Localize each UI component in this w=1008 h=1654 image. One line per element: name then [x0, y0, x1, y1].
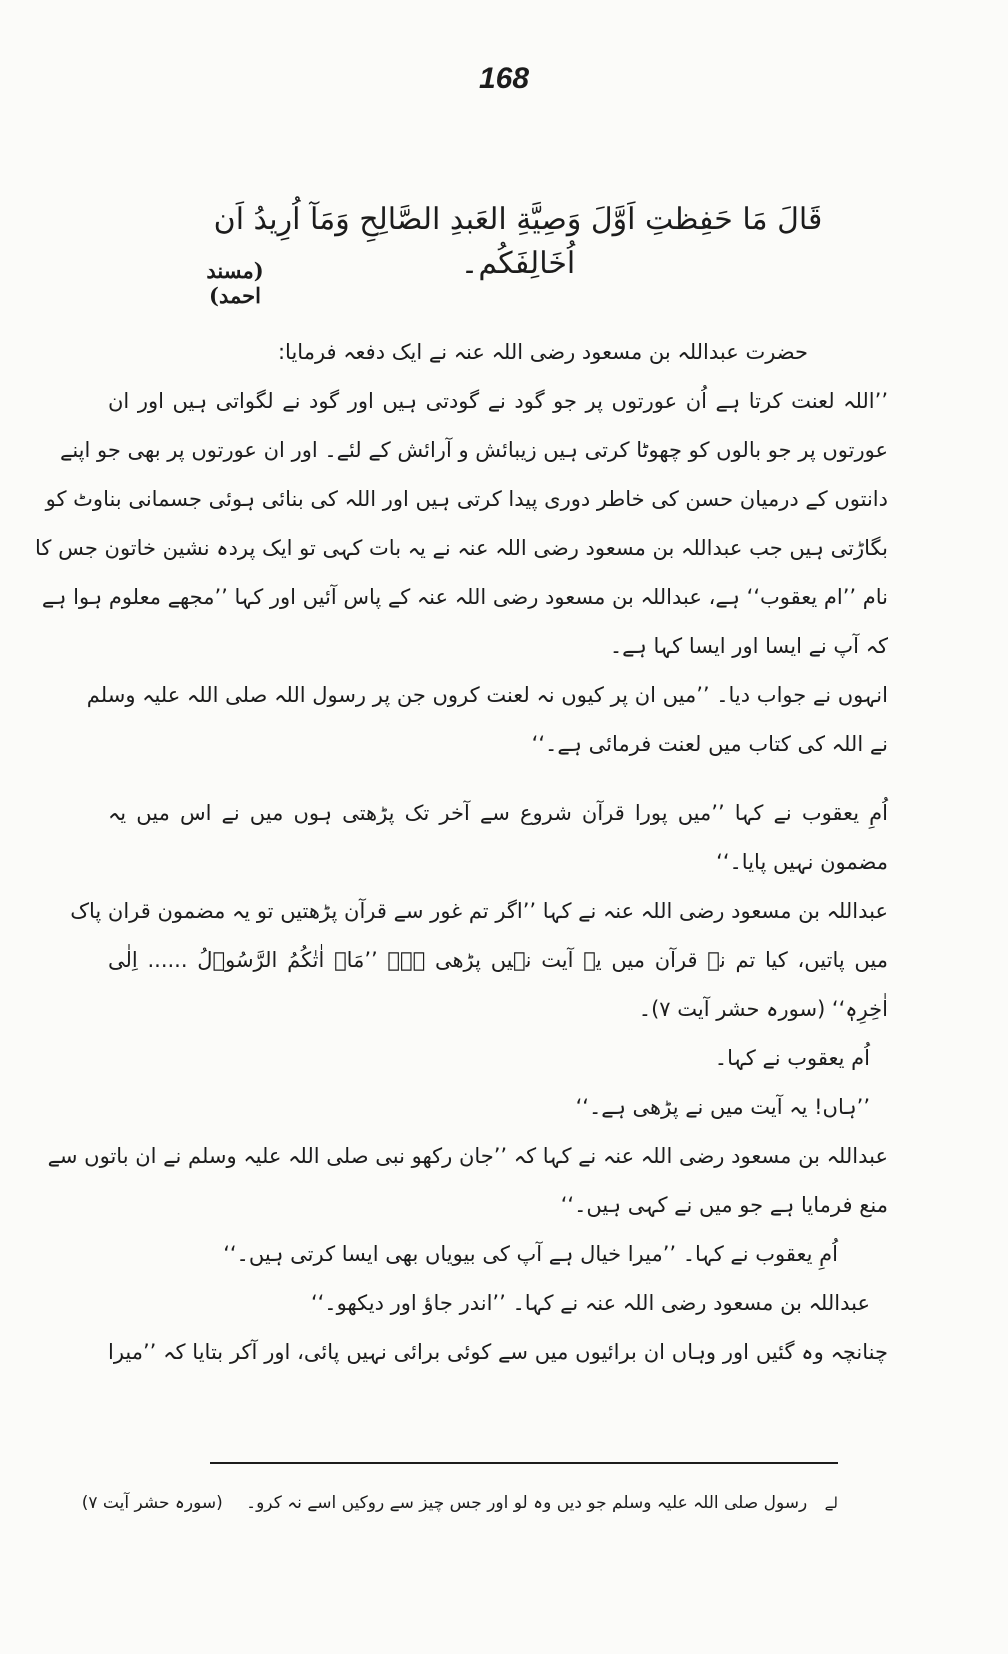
verse-source: (مسند احمد)	[206, 258, 264, 308]
body-line: بگاڑتی ہیں جب عبداللہ بن مسعود رضی اللہ عنہ نے یہ بات کہی تو ایک پردہ نشین خاتون جس کا	[35, 536, 888, 560]
body-line: میں پاتیں، کیا تم نے قرآن میں یہ آیت نہیں پڑھی ہے۔ ’’مَاۤ اٰتٰکُمُ الرَّسُوۡلُ ...... اِلٰی	[108, 948, 888, 972]
body-line: عبداللہ بن مسعود رضی اللہ عنہ نے کہا کہ ’’جان رکھو نبی صلی اللہ علیہ وسلم نے ان باتوں سے	[47, 1144, 888, 1168]
body-line: ’’ہاں! یہ آیت میں نے پڑھی ہے۔‘‘	[575, 1095, 870, 1119]
body-line: عبداللہ بن مسعود رضی اللہ عنہ نے کہا۔ ’’اندر جاؤ اور دیکھو۔‘‘	[310, 1291, 870, 1315]
body-line: اُمِ یعقوب نے کہا ’’میں پورا قرآن شروع سے آخر تک پڑھتی ہوں میں نے اس میں یہ	[108, 801, 888, 825]
page-number: 168	[478, 62, 530, 95]
footnote-divider	[210, 1462, 838, 1464]
body-line: نے اللہ کی کتاب میں لعنت فرمائی ہے۔‘‘	[531, 732, 888, 756]
body-line: عبداللہ بن مسعود رضی اللہ عنہ نے کہا ’’اگر تم غور سے قرآن پڑھتیں تو یہ مضمون قران پاک	[70, 899, 888, 923]
body-text	[35, 328, 888, 1377]
footnote-reference: (سورہ حشر آیت ۷)	[81, 1493, 223, 1513]
footnote-text: رسول صلی اللہ علیہ وسلم جو دیں وہ لو اور جس چیز سے روکیں اسے نہ کرو۔	[246, 1493, 808, 1513]
paragraph-gap	[108, 769, 888, 789]
body-line: دانتوں کے درمیان حسن کی خاطر دوری پیدا کرتی ہیں اور اللہ کی بنائی ہوئی جسمانی بناوٹ کو	[45, 487, 888, 511]
footnote	[81, 1488, 838, 1518]
body-line: عورتوں پر جو بالوں کو چھوٹا کرتی ہیں زیبائش و آرائش کے لئے۔ اور ان عورتوں پر بھی جو اپنے	[60, 438, 888, 462]
body-line: منع فرمایا ہے جو میں نے کہی ہیں۔‘‘	[560, 1193, 888, 1217]
body-line: نام ’’ام یعقوب‘‘ ہے، عبداللہ بن مسعود رضی اللہ عنہ کے پاس آئیں اور کہا ’’مجھے معلوم ہوا ہے	[41, 585, 888, 609]
body-line: انہوں نے جواب دیا۔ ’’میں ان پر کیوں نہ لعنت کروں جن پر رسول اللہ صلی اللہ علیہ وسلم	[86, 683, 888, 707]
arabic-verse: قَالَ مَا حَفِظتِ اَوَّلَ وَصِيَّةِ العَبدِ الصَّالِحِ وَمَآ اُرِيدُ اَن اُخَالِفَکُم۔	[213, 202, 823, 281]
body-line: کہ آپ نے ایسا اور ایسا کہا ہے۔	[609, 634, 888, 658]
body-line: چنانچہ وہ گئیں اور وہاں ان برائیوں میں سے کوئی برائی نہیں پائی، اور آکر بتایا کہ ’’میرا	[108, 1340, 888, 1364]
body-line: ’’اللہ لعنت کرتا ہے اُن عورتوں پر جو گود نے گودتی ہیں اور گود نے لگواتی ہیں اور ان	[108, 389, 888, 413]
body-line: اٰخِرِہٖ‘‘ (سورہ حشر آیت ۷)۔	[638, 997, 888, 1021]
body-line: اُمِ یعقوب نے کہا۔ ’’میرا خیال ہے آپ کی بیویاں بھی ایسا کرتی ہیں۔‘‘	[223, 1242, 838, 1266]
footnote-marker: لے	[824, 1494, 838, 1512]
body-line: مضمون نہیں پایا۔‘‘	[716, 850, 888, 874]
body-line: حضرت عبداللہ بن مسعود رضی اللہ عنہ نے ایک دفعہ فرمایا:	[277, 340, 808, 364]
body-line: اُم یعقوب نے کہا۔	[714, 1046, 870, 1070]
